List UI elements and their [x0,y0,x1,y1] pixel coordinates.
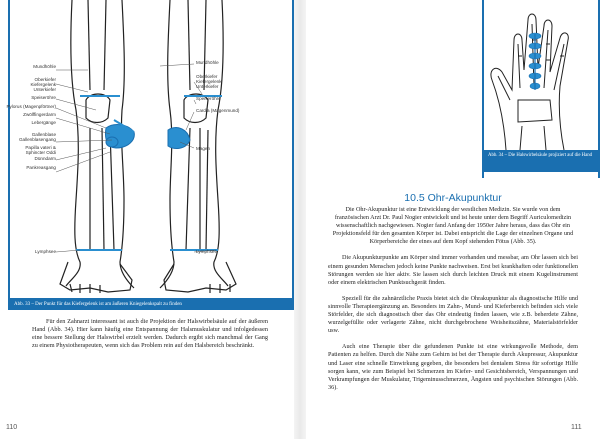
label-speiseroehre-left: Speiseröhre [31,95,56,100]
left-page [0,0,294,439]
section-title: 10.5 Ohr-Akupunktur [404,192,502,204]
label-unterkiefer-left: Unterkiefer [33,87,56,92]
label-duenndarm: Dünndarm [34,156,56,161]
label-oberkiefer-right: Oberkiefer [196,74,218,79]
label-lymphsee-right: Lymphsee [196,249,218,254]
label-lymphsee-left: Lymphsee [34,249,56,254]
right-body-text [328,206,578,400]
paragraph: Speziell für die zahnärztliche Praxis bietet sich die Ohrakupunktur als diagnostische Hilfe und sinnvolle Therapieergänzung an. Besonders im Zahn-, Mund- und Kieferbereich befinden sich viele Störfelder, die sich diagnostisch über das Ohr eindeutig finden lassen, wie z.B. beherdete Zähne, wurzelgefüllte oder verlagerte Zähne, nicht durchgebrochene Weisheitszähne, Materialstörfelder usw. [328,294,578,335]
label-papilla-vateri: Papilla vateri & [25,145,56,150]
paragraph: Auch eine Therapie über die gefundenen Punkte ist eine wirkungsvolle Methode, dem Patienten zu helfen. Durch die Nähe zum Gehirn ist bei der Therapie durch Akupressur, Akupunktur und Laser eine schnelle Einwirkung gegeben, die besonders bei dentalem Stress für sofortige Hilfe sorgen kann, wie zum Beispiel bei Schmerzen im Kiefer- und Gesichtsbereich, Verspannungen und Verkrampfungen der Muskulatur, Trigeminusschmerzen, Ängsten und psychischen Störungen (Abb. 36). [328,343,578,391]
label-magen: Magen [196,146,211,151]
label-gallenblase: Gallenblase [31,132,56,137]
page-number-right: 111 [571,424,582,431]
label-mundhoehle-right: Mundhöhle [196,60,219,65]
label-speiseroehre-right: Speiseröhre [196,96,221,101]
paragraph: Die Akupunkturpunkte am Körper sind immer vorhanden und messbar, am Ohr lassen sich bei einem gesunden Menschen jedoch keine Punkte nachweisen. Erst bei krankhaften oder funktionellen Störungen werden sie hier aktiv. Sie lassen sich durch leichten Druck mit einem Kugelinstrument oder einem elektrischen Punktsuchgerät finden. [328,254,578,286]
label-zwoelffingerdarm: Zwölffingerdarm [23,112,56,117]
label-gallenblasengang: Gallenblasengang [18,137,56,142]
paragraph: Die Ohr-Akupunktur ist eine Entwicklung der westlichen Medizin. Sie wurde von dem französischen Arzt Dr. Paul Nogier entwickelt und ist heute unter dem Begriff Auriculomedizin wissenschaftlich nachgewiesen. Nogier fand Anfang der 1950er Jahre heraus, dass das Ohr ein Projektionsfeld für den gesamten Körper ist. Dabei entspricht die Lage der einzelnen Organe und Körperbereiche der eines auf dem Kopf stehenden Fötus (Abb. 35). [332,206,574,246]
label-pylorus: Pylorus (Magenpförtner) [6,104,56,109]
label-kiefergelenk-right: Kiefergelenk [196,79,222,84]
legs-reflex-figure [8,0,294,310]
left-body-text [32,318,268,358]
label-kiefergelenk-left: Kiefergelenk [30,82,56,87]
hand-skeleton-illustration [484,0,598,150]
label-unterkiefer-right: Unterkiefer [196,84,219,89]
right-page [306,0,600,439]
paragraph: Für den Zahnarzt interessant ist auch die Projektion der Halswirbelsäule auf der äußeren Hand (Abb. 34). Hier kann häufig eine Entspannung der Halsmuskulatur und infolgedessen eine bessere Stellung der Halswirbel erzielt werden. Dadurch ergibt sich manchmal der Gang zu einem Physiotherapeuten, wenn sich das Problem rein auf den Halsbereich beschränkt. [32,318,268,350]
label-cardia: Cardia (Magenmund) [196,108,240,113]
label-sphincter-oddi: Sphincter Oddi [25,150,56,155]
page-number-left: 110 [6,424,18,431]
label-mundhoehle-left: Mundhöhle [33,64,56,69]
label-oberkiefer-left: Oberkiefer [34,77,56,82]
label-pankreasgang: Pankreasgang [26,165,56,170]
figure-caption-34: Abb. 34 – Die Halswirbelsäule projiziert auf die Hand [482,150,600,172]
label-lebergaenge: Lebergänge [31,120,56,125]
figure-caption-33: Abb. 33 – Der Punkt für das Kiefergelenk ist am äußeren Kniegelenkspalt zu finden [8,298,294,310]
